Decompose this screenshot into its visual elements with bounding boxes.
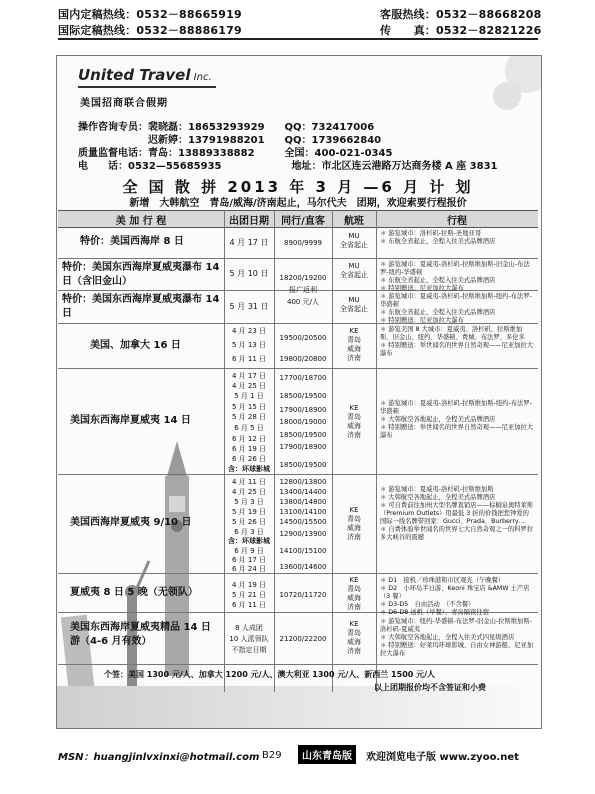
price: 17900/18900 [279, 443, 327, 451]
service-hotline-phone: 0532－88668208 [436, 8, 542, 21]
depart-date: 4 月 25 日 [231, 488, 267, 496]
domestic-hotline-phone: 0532－88665919 [136, 8, 242, 21]
depart-date: 6 月 24 日 [231, 565, 267, 573]
leader-note: 10 人派领队 [229, 635, 269, 643]
depart-date: 6 月 12 日 [231, 435, 267, 443]
contact-line-4: 电 话：0532—55685935 地址：市北区连云港路万达商务楼 A 座 3831 [78, 161, 498, 172]
intl-hotline-phone: 0532－88886179 [136, 24, 242, 37]
depart-date: 6 月 11 日 [231, 601, 267, 609]
msn-contact: MSN：huangjinlvxinxi@hotmail.com [58, 752, 260, 763]
service-hotline-label: 客服热线： [380, 8, 436, 21]
price-note: 报广返利 [289, 286, 317, 294]
depart-date: 5 月 28 日 [231, 413, 267, 421]
col-header-flight [332, 210, 376, 228]
depart-date: 6 月 11 日 [231, 355, 267, 363]
row-divider [58, 474, 538, 475]
col-header-itinerary-label: 行程 [447, 215, 467, 227]
route-name: 美国、加拿大 16 日 [90, 340, 181, 351]
price: 19500/20500 [279, 334, 327, 342]
flight-info: KE 青岛 威海 济南 [347, 327, 361, 362]
price: 10720/11720 [279, 591, 327, 599]
col-header-flight-label: 航班 [344, 215, 364, 227]
depart-date: 6 月 3 日 [234, 528, 264, 536]
logo-subtitle: 美国招商联合假期 [80, 98, 168, 109]
route-name: 特价：美国东西海岸夏威夷瀑布 14 日（含旧金山） [62, 262, 220, 287]
banner-title: 全 国 散 拼 2013 年 3 月 —6 月 计 划 [122, 178, 474, 196]
price: 14500/15500 [279, 518, 327, 526]
price-rebate: 400 元/人 [287, 298, 319, 306]
flight-info: KE 青岛 威海 济南 [347, 576, 361, 611]
price: 13600/14600 [279, 563, 327, 571]
contact-line-3: 质量监督电话：青岛：13889338882 全国：400-021-0345 [78, 148, 393, 159]
banner-subtitle: 新增 大韩航空 青岛/威海/济南起止，马尔代夫 团期，欢迎索要行程报价 [129, 198, 467, 209]
col-header-date [224, 210, 274, 228]
contact-line-2: 迟新婷：13791988201 QQ：1739662840 [78, 135, 382, 146]
price: 8900/9999 [284, 239, 322, 247]
price: 13100/14100 [279, 508, 327, 516]
route-name: 美国西海岸夏威夷 9/10 日 [70, 517, 192, 528]
itinerary-text: ＊ 游览城市：夏威夷-洛杉矶-拉斯维加斯 ＊ 大韩航空各地起止，全程美式品牌酒店 ＊ 可自费前往加州大型名牌直销店——棕榈泉奥特莱斯（Premium Outlets）用最低 3 折的价钱把您钟爱的国际一线名牌带回家：Gucci、Prada、Burberry… ＊ 自费体验举世闻名的世界七大自然奇观之一的科罗拉多大峡谷的震撼 [380, 486, 534, 541]
row-divider [58, 368, 538, 369]
header-divider [58, 38, 538, 40]
website-link[interactable]: 欢迎浏览电子版 www.zyoo.net [366, 752, 519, 763]
depart-date: 4 月 23 日 [231, 327, 267, 335]
price: 13400/14400 [279, 488, 327, 496]
logo-swoosh [78, 86, 216, 88]
depart-date: 5 月 10 日 [229, 269, 269, 278]
universal-studios-note: 含：环球影城 [228, 465, 270, 473]
intl-hotline-label: 国际定稿热线： [58, 24, 137, 37]
route-name: 美国东西海岸夏威夷 14 日 [70, 415, 191, 426]
visa-note: 个签：美国 1300 元/人、加拿大 1200 元/人、澳大利亚 1300 元/人、新西兰 1500 元/人 [104, 670, 436, 679]
depart-date: 6 月 17 日 [231, 556, 267, 564]
price: 18500/19500 [279, 431, 327, 439]
col-header-date-label: 出团日期 [229, 215, 269, 227]
depart-date: 4 月 17 日 [231, 372, 267, 380]
price: 14100/15100 [279, 547, 327, 555]
row-divider [58, 664, 538, 665]
route-name: 特价：美国西海岸 8 日 [80, 236, 184, 247]
edition-badge: 山东青岛版 [298, 745, 356, 764]
itinerary-text: ＊ D1 接机／珍珠港和市区观光（午晚餐） ＊ D2 小环岛半日游、Keoni 珠宝店 &AMW 土产店（3 餐） ＊ D3-D5 自由活动 （不含餐） ＊ D6-D8 送机（早餐）、青岛隔夜往宿 [380, 577, 530, 616]
intl-hotline [58, 22, 242, 38]
price: 19800/20800 [279, 355, 327, 363]
flight-info: KE 青岛 威海 济南 [347, 620, 361, 655]
price: 12900/13900 [279, 530, 327, 538]
col-header-route [58, 210, 224, 228]
depart-date: 5 月 15 日 [231, 403, 267, 411]
depart-date: 4 月 19 日 [231, 581, 267, 589]
domestic-hotline-label: 国内定稿热线： [58, 8, 137, 21]
group-size-note: 8 人成团 [235, 624, 263, 632]
route-name: 夏威夷 8 日 5 晚（无领队） [70, 587, 198, 598]
route-name: 美国东西海岸夏威夷精品 14 日游（4-6 月有效） [70, 622, 211, 647]
depart-date: 4 月 25 日 [231, 382, 267, 390]
flight-info: KE 青岛 威海 济南 [347, 506, 361, 541]
price: 18500/19500 [279, 461, 327, 469]
col-header-price-label: 同行/直客 [281, 215, 325, 227]
flight-info: MU 全省起止 [340, 296, 368, 313]
logo-name: United Travel [78, 66, 191, 84]
fax-phone: 0532－82821226 [436, 24, 542, 37]
flight-info: MU 全省起止 [340, 232, 368, 249]
grid-line [376, 210, 377, 692]
price: 17900/18900 [279, 406, 327, 414]
depart-date: 5 月 3 日 [234, 498, 264, 506]
itinerary-text: ＊ 游览城市：夏威夷-洛杉矶-拉斯维加斯-旧金山-布法罗-纽约-华盛顿 ＊ 东航全省起止，全程入住美式品牌酒店 ＊ 特别赠送：尼亚加拉大瀑布 [380, 261, 530, 292]
row-divider [58, 258, 538, 259]
price-note: 以上团期报价均不含签证和小费 [374, 683, 486, 692]
fax-line [380, 22, 541, 38]
fax-label: 传 真： [380, 24, 436, 37]
depart-date: 5 月 13 日 [231, 341, 267, 349]
price: 17700/18700 [279, 374, 327, 382]
price: 12800/13800 [279, 478, 327, 486]
price: 21200/22200 [279, 635, 327, 643]
depart-date: 6 月 5 日 [234, 424, 264, 432]
price: 18200/19200 [279, 274, 327, 282]
depart-date: 5 月 19 日 [231, 508, 267, 516]
date-flex-note: 不指定日期 [231, 646, 267, 654]
row-divider [58, 573, 538, 574]
itinerary-text: ＊ 游览城市：纽约-华盛顿-布法罗-旧金山-拉斯维加斯-洛杉矶-夏威夷 ＊ 大韩航空各地起止，全程入住美式四星级酒店 ＊ 特别赠送：好莱坞环球影城、自由女神游船、尼亚加拉大瀑布 [380, 618, 534, 657]
itinerary-text: ＊ 游览城市：夏威夷-洛杉矶-拉斯维加斯-纽约-布法罗-华盛顿 ＊ 东航全省起止，全程入住美式品牌酒店 ＊ 特别赠送：尼亚加拉大瀑布 [380, 293, 532, 324]
united-travel-logo [78, 66, 212, 84]
depart-date: 6 月 19 日 [231, 445, 267, 453]
domestic-hotline [58, 6, 242, 22]
depart-date: 4 月 11 日 [231, 478, 267, 486]
price: 18500/19500 [279, 392, 327, 400]
itinerary-text: ＊ 游览城市：洛杉矶-拉斯-圣地亚哥 ＊ 东航全省起止，全程入住美式品牌酒店 [380, 230, 496, 245]
flight-info: KE 青岛 威海 济南 [347, 404, 361, 439]
depart-date: 5 月 1 日 [234, 392, 264, 400]
depart-date: 6 月 26 日 [231, 455, 267, 463]
depart-date: 5 月 31 日 [229, 302, 269, 311]
service-hotline [380, 6, 541, 22]
price: 18000/19000 [279, 418, 327, 426]
flight-info: MU 全省起止 [340, 262, 368, 279]
itinerary-text: ＊ 游览美国 8 大城市：夏威夷、洛杉矶、拉斯维加斯、旧金山、纽约、华盛顿、费城、布法罗、多伦多 ＊ 特别赠送：举世闻名的世界自然奇观——尼亚加拉大瀑布 [380, 326, 534, 357]
col-header-price [274, 210, 332, 228]
depart-date: 6 月 9 日 [234, 547, 264, 555]
universal-studios-note: 含：环球影城 [228, 537, 270, 545]
itinerary-text: ＊ 游览城市：夏威夷-洛杉矶-拉斯维加斯-纽约-布法罗-华盛顿 ＊ 大韩航空各地起止，全程美式品牌酒店 ＊ 特别赠送：举世闻名的世界自然奇观——尼亚加拉大瀑布 [380, 400, 534, 439]
page-number: B29 [262, 750, 282, 761]
route-name: 特价：美国东西海岸夏威夷瀑布 14 日 [62, 294, 220, 319]
col-header-itinerary [376, 210, 538, 228]
depart-date: 4 月 17 日 [229, 238, 269, 247]
col-header-route-label: 美 加 行 程 [115, 215, 167, 227]
price: 13800/14800 [279, 498, 327, 506]
contact-line-1: 操作咨询专员：裴晓磊：18653293929 QQ：732417006 [78, 122, 375, 133]
depart-date: 5 月 21 日 [231, 591, 267, 599]
logo-inc: Inc. [190, 72, 212, 83]
depart-date: 5 月 26 日 [231, 518, 267, 526]
